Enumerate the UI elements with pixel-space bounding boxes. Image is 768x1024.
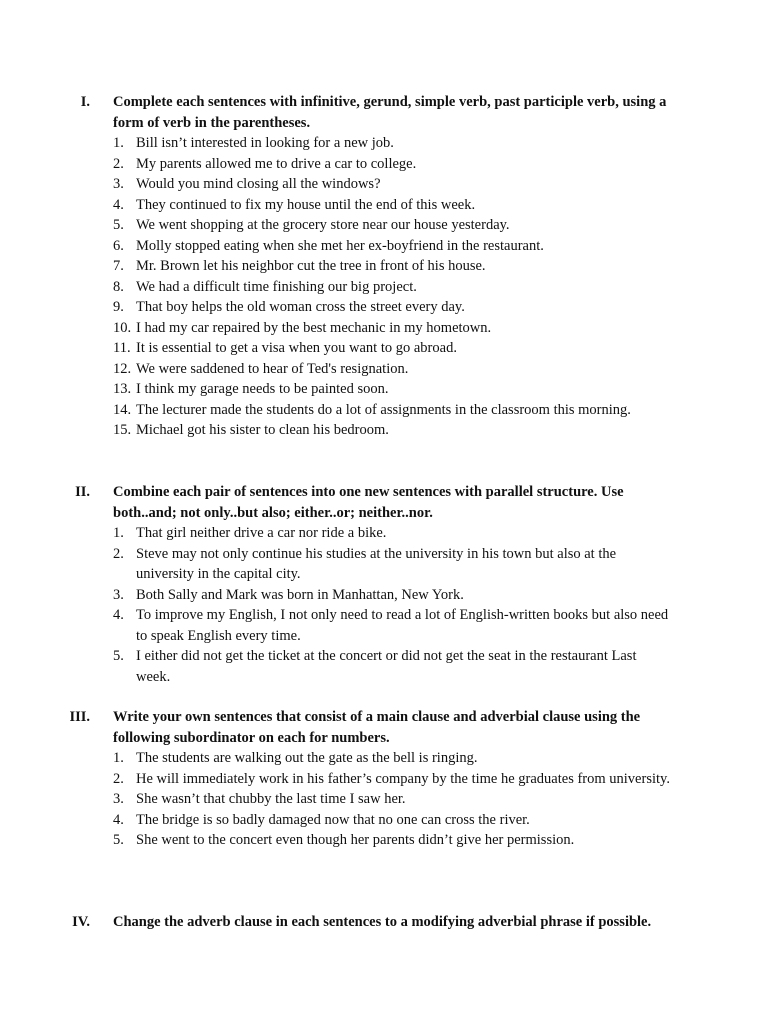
item-number: 3. (113, 176, 124, 192)
list-item (113, 585, 673, 606)
item-number: 2. (113, 155, 124, 172)
item-number: 1. (113, 525, 124, 541)
item-number: 2. (113, 770, 124, 787)
item-number: 8. (113, 278, 124, 295)
item-text: She wasn’t that chubby the last time I saw her. (136, 791, 406, 807)
section-number: III. (69, 709, 90, 725)
list-item (113, 748, 673, 769)
list-item (113, 277, 673, 298)
list-item (113, 420, 673, 441)
item-number: 4. (113, 196, 124, 213)
section-number: II. (75, 484, 90, 500)
list-item (113, 544, 673, 585)
list-item (113, 605, 673, 646)
item-text: Bill isn’t interested in looking for a new job. (136, 135, 394, 151)
list-item (113, 400, 673, 421)
item-number: 2. (113, 545, 124, 562)
item-text: Both Sally and Mark was born in Manhattan, New York. (136, 586, 464, 603)
list-item (113, 174, 673, 195)
section-instruction: Write your own sentences that consist of a main clause and adverbial clause using the following subordinator on each for numbers. (113, 709, 641, 746)
list-item (113, 236, 673, 257)
item-text: I either did not get the ticket at the concert or did not get the seat in the restaurant Last week. (136, 648, 637, 685)
item-number: 5. (113, 217, 124, 233)
item-number: 1. (113, 135, 124, 151)
list-item (113, 256, 673, 277)
list-item (113, 195, 673, 216)
item-number: 10. (113, 319, 132, 336)
item-text: We were saddened to hear of Ted's resignation. (136, 360, 409, 377)
item-text: Steve may not only continue his studies at the university in his town but also at the university in the capital city. (136, 545, 617, 582)
item-text: We went shopping at the grocery store near our house yesterday. (136, 217, 510, 233)
item-text: The lecturer made the students do a lot of assignments in the classroom this morning. (136, 401, 631, 418)
list-item (113, 789, 673, 810)
item-text: I think my garage needs to be painted soon. (136, 381, 389, 397)
item-number: 12. (113, 360, 132, 377)
list-item (113, 338, 673, 359)
item-number: 3. (113, 586, 124, 603)
list-item (113, 769, 673, 790)
item-text: My parents allowed me to drive a car to college. (136, 155, 417, 172)
item-text: Michael got his sister to clean his bedroom. (136, 422, 389, 438)
item-text: That boy helps the old woman cross the street every day. (136, 299, 465, 315)
item-number: 4. (113, 607, 124, 623)
list-item (113, 810, 673, 831)
item-number: 14. (113, 401, 132, 418)
item-text: We had a difficult time finishing our big project. (136, 278, 417, 295)
exercise-list (113, 133, 673, 441)
item-number: 9. (113, 299, 124, 315)
item-number: 11. (113, 340, 131, 356)
section-instruction: Combine each pair of sentences into one new sentences with parallel structure. Use both..and; not only..but also; either..or; neither..nor. (113, 484, 624, 521)
item-text: Mr. Brown let his neighbor cut the tree in front of his house. (136, 258, 486, 274)
item-number: 6. (113, 237, 124, 254)
item-text: To improve my English, I not only need to read a lot of English-written books but also need to speak English every time. (136, 607, 669, 644)
item-number: 1. (113, 750, 124, 766)
list-item (113, 297, 673, 318)
exercise-list (113, 523, 673, 687)
item-text: They continued to fix my house until the end of this week. (136, 196, 476, 213)
item-number: 7. (113, 258, 124, 274)
list-item (113, 215, 673, 236)
item-text: She went to the concert even though her parents didn’t give her permission. (136, 832, 575, 848)
exercise-list (113, 748, 673, 851)
list-item (113, 830, 673, 851)
section-number: IV. (72, 914, 90, 930)
list-item (113, 379, 673, 400)
item-text: The bridge is so badly damaged now that no one can cross the river. (136, 811, 530, 828)
item-number: 5. (113, 832, 124, 848)
list-item (113, 318, 673, 339)
item-text: He will immediately work in his father’s company by the time he graduates from university. (136, 770, 670, 787)
list-item (113, 154, 673, 175)
list-item (113, 523, 673, 544)
item-text: It is essential to get a visa when you want to go abroad. (136, 340, 457, 356)
item-text: The students are walking out the gate as the bell is ringing. (136, 750, 478, 766)
item-text: That girl neither drive a car nor ride a bike. (136, 525, 387, 541)
item-number: 13. (113, 381, 132, 397)
item-number: 15. (113, 422, 132, 438)
list-item (113, 646, 673, 687)
item-text: Molly stopped eating when she met her ex-boyfriend in the restaurant. (136, 237, 544, 254)
item-number: 3. (113, 791, 124, 807)
list-item (113, 359, 673, 380)
section-instruction: Complete each sentences with infinitive, gerund, simple verb, past participle verb, using a form of verb in the parentheses. (113, 94, 667, 131)
section-instruction: Change the adverb clause in each sentences to a modifying adverbial phrase if possible. (113, 914, 652, 930)
list-item (113, 133, 673, 154)
item-number: 5. (113, 648, 124, 664)
item-text: Would you mind closing all the windows? (136, 176, 381, 192)
item-text: I had my car repaired by the best mechanic in my hometown. (136, 319, 492, 336)
section-number: I. (80, 94, 90, 110)
item-number: 4. (113, 811, 124, 828)
